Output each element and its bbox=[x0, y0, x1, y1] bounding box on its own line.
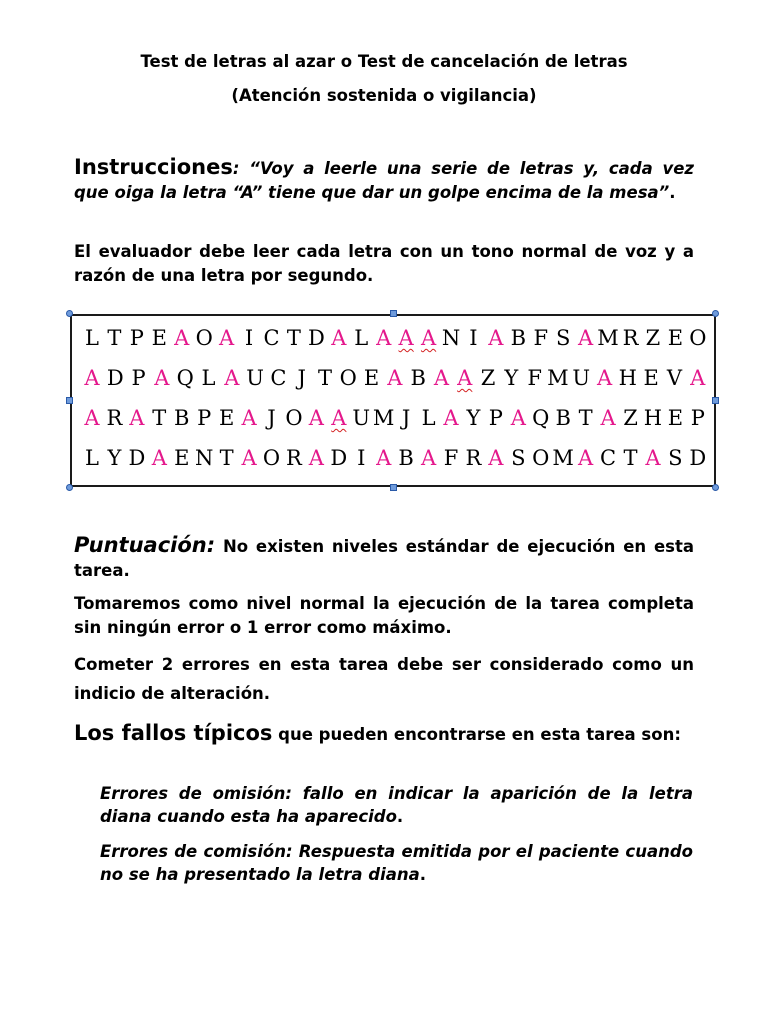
letter: S bbox=[668, 446, 683, 470]
scoring-label: Puntuación: bbox=[74, 533, 216, 557]
letter: M bbox=[552, 446, 574, 470]
letter: P bbox=[488, 406, 503, 430]
target-letter: A bbox=[420, 326, 437, 350]
letter: U bbox=[352, 406, 371, 430]
letter: R bbox=[622, 326, 639, 350]
letter: Q bbox=[532, 406, 550, 430]
letter: B bbox=[510, 326, 527, 350]
letter: N bbox=[195, 446, 214, 470]
letter: Y bbox=[107, 446, 122, 470]
letter: J bbox=[267, 406, 276, 430]
resize-handle-top-right[interactable] bbox=[712, 310, 719, 317]
letter: T bbox=[578, 406, 593, 430]
letter: I bbox=[244, 326, 254, 350]
letter: O bbox=[339, 366, 357, 390]
instructions-colon: : bbox=[232, 159, 240, 178]
target-letter: A bbox=[600, 406, 616, 430]
alteration-paragraph: Cometer 2 errores en esta tarea debe ser considerado como un indicio de alteración. bbox=[74, 655, 694, 703]
instructions-text: “Voy a leerle una serie de letras y, cada vez que oiga la letra “A” tiene que dar un golpe encima de la mesa” bbox=[74, 159, 695, 202]
target-letter: A bbox=[443, 406, 459, 430]
letter: E bbox=[667, 406, 684, 430]
scoring-text: No existen niveles estándar de ejecución en esta tarea. bbox=[74, 537, 694, 580]
target-letter: A bbox=[241, 406, 257, 430]
letter: J bbox=[297, 366, 306, 390]
letter: R bbox=[286, 446, 302, 470]
resize-handle-bottom-left[interactable] bbox=[66, 484, 73, 491]
letter: C bbox=[600, 446, 617, 470]
target-letter: A bbox=[420, 446, 437, 470]
letters-grid[interactable] bbox=[70, 314, 716, 487]
letter: B bbox=[555, 406, 571, 430]
target-letter: A bbox=[84, 406, 100, 430]
letter: D bbox=[106, 366, 124, 390]
letter: Z bbox=[480, 366, 496, 390]
typical-failures-paragraph bbox=[74, 721, 694, 747]
target-letter: A bbox=[151, 446, 167, 470]
letter: B bbox=[410, 366, 426, 390]
target-letter: A bbox=[488, 326, 504, 350]
letter: D bbox=[689, 446, 707, 470]
normal-level-paragraph: Tomaremos como nivel normal la ejecución de la tarea completa sin ningún error o 1 error como máximo. bbox=[74, 594, 694, 637]
target-letter: A bbox=[510, 406, 526, 430]
omission-errors-end: . bbox=[396, 807, 404, 826]
letter: I bbox=[469, 326, 478, 350]
omission-errors-paragraph bbox=[100, 782, 693, 828]
letter: E bbox=[363, 366, 380, 390]
letter: T bbox=[152, 406, 167, 430]
target-letter: A bbox=[84, 366, 100, 390]
letter-row bbox=[81, 446, 709, 470]
letter: F bbox=[533, 326, 549, 350]
letter: H bbox=[643, 406, 663, 430]
letter: L bbox=[201, 366, 216, 390]
letter: C bbox=[270, 366, 287, 390]
letter: I bbox=[357, 446, 366, 470]
target-letter: A bbox=[690, 366, 706, 390]
resize-handle-top[interactable] bbox=[390, 310, 397, 317]
typical-failures-label: Los fallos típicos bbox=[74, 721, 273, 745]
scoring-paragraph bbox=[74, 533, 694, 583]
letter: L bbox=[421, 406, 436, 430]
target-letter: A bbox=[154, 366, 170, 390]
commission-errors-end: . bbox=[419, 865, 427, 884]
letter: E bbox=[667, 326, 684, 350]
letter: O bbox=[262, 446, 281, 470]
letter: H bbox=[618, 366, 637, 390]
resize-handle-top-left[interactable] bbox=[66, 310, 73, 317]
letter: Q bbox=[176, 366, 194, 390]
letter: C bbox=[263, 326, 280, 350]
resize-handle-bottom[interactable] bbox=[390, 484, 397, 491]
letter: U bbox=[572, 366, 591, 390]
resize-handle-bottom-right[interactable] bbox=[712, 484, 719, 491]
target-letter: A bbox=[331, 406, 347, 430]
letter: P bbox=[690, 406, 705, 430]
letter: P bbox=[197, 406, 212, 430]
evaluator-paragraph: El evaluador debe leer cada letra con un tono normal de voz y a razón de una letra por segundo. bbox=[74, 242, 694, 285]
target-letter: A bbox=[376, 326, 392, 350]
letter: T bbox=[623, 446, 638, 470]
letter: T bbox=[219, 446, 234, 470]
instructions-label: Instrucciones bbox=[74, 155, 233, 179]
target-letter: A bbox=[398, 326, 414, 350]
letter: R bbox=[106, 406, 123, 430]
letter: S bbox=[511, 446, 526, 470]
commission-errors-paragraph bbox=[100, 840, 693, 886]
letter-row bbox=[81, 406, 709, 430]
letter: E bbox=[643, 366, 659, 390]
letter: L bbox=[85, 326, 99, 350]
letter-row bbox=[81, 366, 709, 390]
letter: Y bbox=[466, 406, 481, 430]
target-letter: A bbox=[578, 446, 594, 470]
letter: Z bbox=[623, 406, 638, 430]
resize-handle-left[interactable] bbox=[66, 397, 73, 404]
instructions-paragraph bbox=[74, 155, 694, 205]
letter: D bbox=[330, 446, 348, 470]
target-letter: A bbox=[645, 446, 661, 470]
letter: R bbox=[465, 446, 482, 470]
letter: B bbox=[174, 406, 190, 430]
letter-row bbox=[81, 326, 709, 350]
commission-errors-text: Errores de comisión: Respuesta emitida por el paciente cuando no se ha presentado la letra diana bbox=[100, 842, 693, 884]
letter: P bbox=[129, 326, 144, 350]
letter: D bbox=[307, 326, 325, 350]
letter: F bbox=[527, 366, 542, 390]
letter: O bbox=[532, 446, 550, 470]
target-letter: A bbox=[219, 326, 235, 350]
omission-errors-text: Errores de omisión: fallo en indicar la aparición de la letra diana cuando esta ha aparecido bbox=[100, 784, 693, 826]
letter: Z bbox=[645, 326, 661, 350]
target-letter: A bbox=[224, 366, 240, 390]
letter: L bbox=[85, 446, 99, 470]
letter: B bbox=[398, 446, 414, 470]
letter: T bbox=[286, 326, 301, 350]
letter: M bbox=[597, 326, 619, 350]
target-letter: A bbox=[578, 326, 594, 350]
letter: E bbox=[151, 326, 167, 350]
document-subtitle: (Atención sostenida o vigilancia) bbox=[231, 86, 537, 105]
letter: M bbox=[547, 366, 569, 390]
target-letter: A bbox=[308, 446, 324, 470]
letter: U bbox=[246, 366, 264, 390]
target-letter: A bbox=[596, 366, 613, 390]
letter: V bbox=[666, 366, 682, 390]
target-letter: A bbox=[387, 366, 403, 390]
letter: M bbox=[372, 406, 395, 430]
letter: S bbox=[555, 326, 571, 350]
letter: T bbox=[317, 366, 332, 390]
letter: E bbox=[174, 446, 190, 470]
target-letter: A bbox=[174, 326, 190, 350]
document-title: Test de letras al azar o Test de cancelación de letras bbox=[140, 52, 628, 71]
letter: Y bbox=[504, 366, 519, 390]
target-letter: A bbox=[488, 446, 504, 470]
letter: O bbox=[689, 326, 707, 350]
target-letter: A bbox=[376, 446, 392, 470]
target-letter: A bbox=[331, 326, 347, 350]
letter: E bbox=[218, 406, 235, 430]
letter: O bbox=[285, 406, 303, 430]
target-letter: A bbox=[433, 366, 450, 390]
letter: T bbox=[107, 326, 122, 350]
instructions-end: . bbox=[669, 183, 676, 202]
letter: F bbox=[443, 446, 459, 470]
target-letter: A bbox=[308, 406, 324, 430]
letter: L bbox=[354, 326, 369, 350]
target-letter: A bbox=[457, 366, 473, 390]
resize-handle-right[interactable] bbox=[712, 397, 719, 404]
target-letter: A bbox=[241, 446, 257, 470]
letter: P bbox=[131, 366, 146, 390]
letter: N bbox=[441, 326, 461, 350]
letter: D bbox=[128, 446, 146, 470]
letter: J bbox=[401, 406, 411, 430]
target-letter: A bbox=[129, 406, 145, 430]
letter: O bbox=[195, 326, 213, 350]
typical-failures-text: que pueden encontrarse en esta tarea son: bbox=[272, 725, 681, 744]
